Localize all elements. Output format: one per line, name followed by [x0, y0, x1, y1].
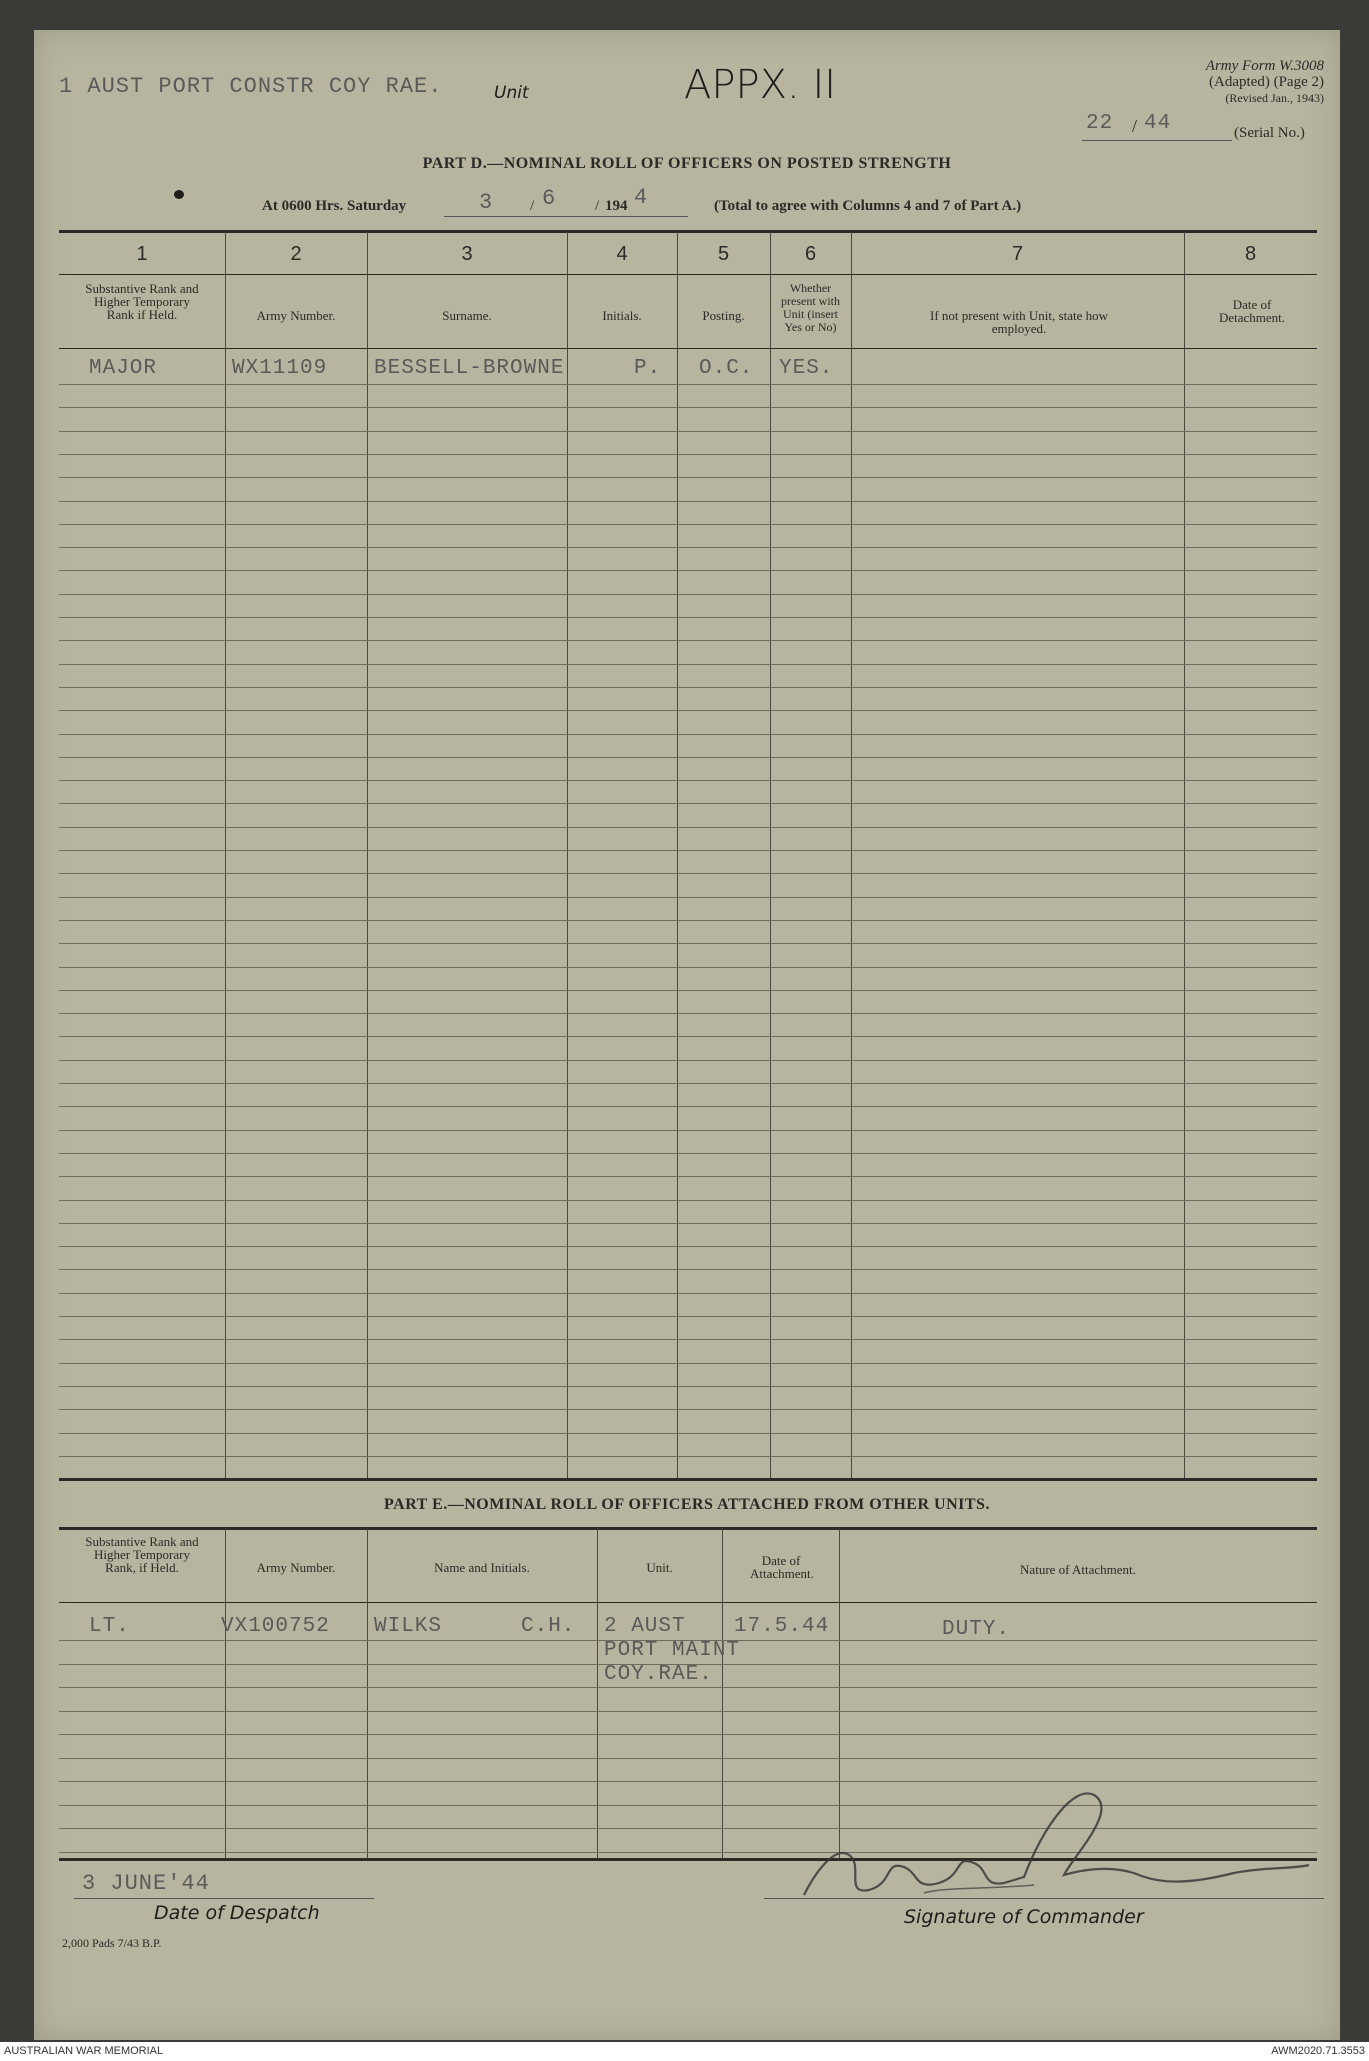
ruled-line — [59, 920, 1317, 921]
commander-signature — [774, 1765, 1314, 1910]
table-e-top-border — [59, 1527, 1317, 1530]
e-header-rank: Substantive Rank and Higher Temporary Rank, if Held. — [85, 1534, 199, 1575]
date-prefix: At 0600 Hrs. Saturday — [262, 198, 407, 214]
col-number-8: 8 — [1244, 243, 1257, 265]
ruled-line — [59, 1246, 1317, 1247]
ruled-line — [59, 1106, 1317, 1107]
ruled-line — [59, 407, 1317, 408]
ruled-line — [59, 1734, 1317, 1735]
table-d-top-border — [59, 230, 1317, 233]
ruled-line — [59, 1711, 1317, 1712]
ruled-line — [59, 664, 1317, 665]
d-row-1-present: YES. — [779, 357, 834, 380]
ruled-line — [59, 1386, 1317, 1387]
col-number-2: 2 — [290, 243, 302, 265]
col-header-initials: Initials. — [602, 308, 642, 323]
serial-part-a: 22 — [1086, 112, 1114, 135]
table-d-bottom-border — [59, 1478, 1317, 1481]
e-header-unit: Unit. — [646, 1560, 673, 1575]
table-e-header-divider — [59, 1602, 1317, 1603]
ruled-line — [59, 873, 1317, 874]
ruled-line — [59, 454, 1317, 455]
signature-label: Signature of Commander — [904, 1906, 1144, 1928]
date-slash-1: / — [530, 198, 535, 214]
col-number-3: 3 — [461, 243, 473, 265]
form-line-2: (Adapted) (Page 2) — [1209, 74, 1324, 90]
despatch-underline — [74, 1898, 374, 1899]
date-underline — [444, 216, 688, 217]
col-d-line-4 — [677, 232, 678, 1478]
unit-typed: 1 AUST PORT CONSTR COY RAE. — [59, 74, 443, 99]
col-header-date-detachment: Date of Detachment. — [1218, 297, 1286, 325]
col-e-line-3 — [597, 1529, 598, 1858]
serial-part-b: 44 — [1144, 112, 1172, 135]
date-month: 6 — [542, 186, 557, 211]
serial-underline — [1082, 140, 1232, 141]
ruled-line — [59, 1433, 1317, 1434]
despatch-label: Date of Despatch — [154, 1902, 320, 1924]
ruled-line — [59, 1060, 1317, 1061]
ruled-line — [59, 1363, 1317, 1364]
col-header-how-employed: If not present with Unit, state how employed. — [930, 308, 1108, 336]
ruled-line — [59, 803, 1317, 804]
col-header-rank: Substantive Rank and Higher Temporary Rank if Held. — [85, 281, 199, 322]
ruled-line — [59, 780, 1317, 781]
e-row-rank: LT. — [89, 1615, 130, 1638]
ruled-line — [59, 640, 1317, 641]
col-e-line-2 — [367, 1529, 368, 1858]
ruled-line — [59, 501, 1317, 502]
ruled-line — [59, 384, 1317, 385]
ruled-line — [59, 1013, 1317, 1014]
ruled-line — [59, 1456, 1317, 1457]
d-row-1-posting: O.C. — [699, 357, 754, 380]
printer-note: 2,000 Pads 7/43 B.P. — [62, 1936, 162, 1950]
archive-footer — [0, 2042, 1369, 2061]
ruled-line — [59, 1176, 1317, 1177]
col-header-army-number: Army Number. — [256, 308, 336, 323]
col-number-1: 1 — [136, 243, 148, 265]
ruled-line — [59, 827, 1317, 828]
ruled-line — [59, 1409, 1317, 1410]
ruled-line — [59, 1153, 1317, 1154]
part-e-title: PART E.—NOMINAL ROLL OF OFFICERS ATTACHED FROM OTHER UNITS. — [384, 1496, 990, 1513]
ruled-line — [59, 990, 1317, 991]
e-row-unit-line-1: 2 AUST — [604, 1615, 686, 1638]
ruled-line — [59, 943, 1317, 944]
e-header-name: Name and Initials. — [434, 1560, 530, 1575]
d-row-1-army-number: WX11109 — [232, 357, 328, 380]
col-number-7: 7 — [1011, 243, 1024, 265]
ruled-line — [59, 1316, 1317, 1317]
col-d-line-5 — [770, 232, 771, 1478]
e-header-nature: Nature of Attachment. — [1020, 1562, 1136, 1577]
total-note: (Total to agree with Columns 4 and 7 of Part A.) — [714, 198, 1022, 214]
col-d-line-1 — [225, 232, 226, 1478]
e-row-unit-line-3: COY.RAE. — [604, 1663, 713, 1686]
ruled-line — [59, 524, 1317, 525]
ruled-line — [59, 850, 1317, 851]
part-d-title: PART D.—NOMINAL ROLL OF OFFICERS ON POSTED STRENGTH — [422, 155, 952, 172]
ruled-line — [59, 734, 1317, 735]
e-row-unit — [604, 1615, 740, 1687]
ruled-line — [59, 1269, 1317, 1270]
date-year-digit: 4 — [634, 185, 649, 210]
appendix-handwritten: APPX. II — [684, 62, 837, 108]
ruled-line — [59, 1223, 1317, 1224]
e-header-army-number: Army Number. — [256, 1560, 336, 1575]
col-number-5: 5 — [717, 243, 730, 265]
col-header-surname: Surname. — [442, 308, 492, 323]
ruled-line — [59, 1083, 1317, 1084]
d-row-1-initials: P. — [634, 357, 662, 380]
ruled-line — [59, 757, 1317, 758]
ruled-line — [59, 1339, 1317, 1340]
ruled-line — [59, 617, 1317, 618]
e-header-date-attachment: Date of Attachment. — [750, 1553, 814, 1581]
e-row-initials: C.H. — [521, 1615, 576, 1638]
ruled-line — [59, 570, 1317, 571]
date-slash-2: / — [595, 198, 600, 214]
ruled-line — [59, 594, 1317, 595]
ruled-line — [59, 967, 1317, 968]
col-d-line-2 — [367, 232, 368, 1478]
ink-blot — [174, 190, 184, 199]
ruled-line — [59, 710, 1317, 711]
ruled-line — [59, 547, 1317, 548]
form-page — [34, 30, 1340, 2040]
signature-underline — [764, 1898, 1324, 1899]
ruled-line — [59, 1130, 1317, 1131]
date-day: 3 — [479, 190, 494, 215]
serial-slash: / — [1132, 116, 1138, 136]
unit-label: Unit — [494, 83, 529, 103]
col-d-line-6 — [851, 232, 852, 1478]
col-header-present: Whether present with Unit (insert Yes or No) — [781, 281, 840, 334]
ruled-line — [59, 1200, 1317, 1201]
form-reference — [1074, 58, 1324, 106]
e-row-name: WILKS — [374, 1615, 443, 1638]
col-d-line-3 — [567, 232, 568, 1478]
ruled-line — [59, 1293, 1317, 1294]
archive-reference: AWM2020.71.3553 — [1271, 2045, 1365, 2057]
col-header-posting: Posting. — [702, 308, 745, 323]
col-number-4: 4 — [616, 243, 628, 265]
col-number-6: 6 — [804, 243, 817, 265]
col-e-line-1 — [225, 1529, 226, 1858]
ruled-line — [59, 1036, 1317, 1037]
ruled-line — [59, 1758, 1317, 1759]
ruled-line — [59, 897, 1317, 898]
ruled-line — [59, 431, 1317, 432]
table-d-header-divider — [59, 348, 1317, 349]
ruled-line — [59, 477, 1317, 478]
serial-label: (Serial No.) — [1234, 125, 1305, 141]
e-row-army-number: VX100752 — [221, 1615, 330, 1638]
e-row-nature: DUTY. — [942, 1618, 1011, 1641]
e-row-date: 17.5.44 — [734, 1615, 830, 1638]
archive-institution: AUSTRALIAN WAR MEMORIAL — [4, 2045, 164, 2057]
col-d-line-7 — [1184, 232, 1185, 1478]
date-year-printed: 194 — [605, 198, 628, 214]
form-line-3: (Revised Jan., 1943) — [1225, 91, 1324, 105]
table-d-number-divider — [59, 274, 1317, 275]
ruled-line — [59, 687, 1317, 688]
col-e-line-4 — [722, 1529, 723, 1858]
despatch-date: 3 JUNE'44 — [82, 1871, 210, 1896]
form-line-1: Army Form W.3008 — [1205, 58, 1324, 74]
d-row-1-rank: MAJOR — [89, 357, 158, 380]
ruled-line — [59, 1687, 1317, 1688]
e-row-unit-line-2: PORT MAINT — [604, 1639, 741, 1662]
d-row-1-surname: BESSELL-BROWNE — [374, 357, 565, 380]
